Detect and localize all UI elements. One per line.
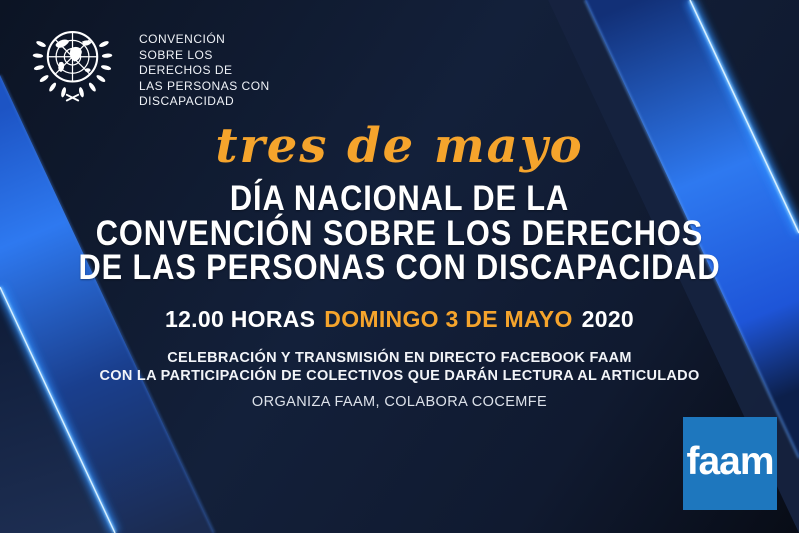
un-caption-line: DERECHOS DE: [139, 63, 233, 78]
faam-logo: [683, 417, 777, 510]
un-caption-line: LAS PERSONAS CON: [139, 78, 270, 93]
event-time: 12.00 HORAS: [164, 306, 316, 332]
un-convention-caption: [139, 32, 270, 110]
main-title-line: DÍA NACIONAL DE LA: [229, 179, 570, 218]
event-detail-line: CON LA PARTICIPACIÓN DE COLECTIVOS QUE DARÁN LECTURA AL ARTICULADO: [99, 367, 700, 384]
event-detail-line: CELEBRACIÓN Y TRANSMISIÓN EN DIRECTO FACEBOOK FAAM: [167, 350, 632, 366]
organizer-line: ORGANIZA FAAM, COLABORA COCEMFE: [251, 394, 548, 410]
un-caption-line: DISCAPACIDAD: [139, 94, 235, 109]
datetime-line: [0, 306, 799, 332]
event-year: 2020: [581, 306, 635, 332]
faam-logo-text: faam: [686, 440, 774, 483]
main-title-line: DE LAS PERSONAS CON DISCAPACIDAD: [78, 248, 721, 287]
main-title-line: CONVENCIÓN SOBRE LOS DERECHOS: [95, 213, 704, 253]
script-heading: tres de mayo: [215, 118, 584, 174]
event-date: DOMINGO 3 DE MAYO: [324, 306, 573, 332]
event-details: [0, 350, 799, 385]
un-emblem-icon: [25, 15, 120, 110]
main-title: [48, 179, 751, 287]
un-caption-line: SOBRE LOS: [139, 47, 213, 62]
un-caption-line: CONVENCIÓN: [139, 32, 226, 46]
